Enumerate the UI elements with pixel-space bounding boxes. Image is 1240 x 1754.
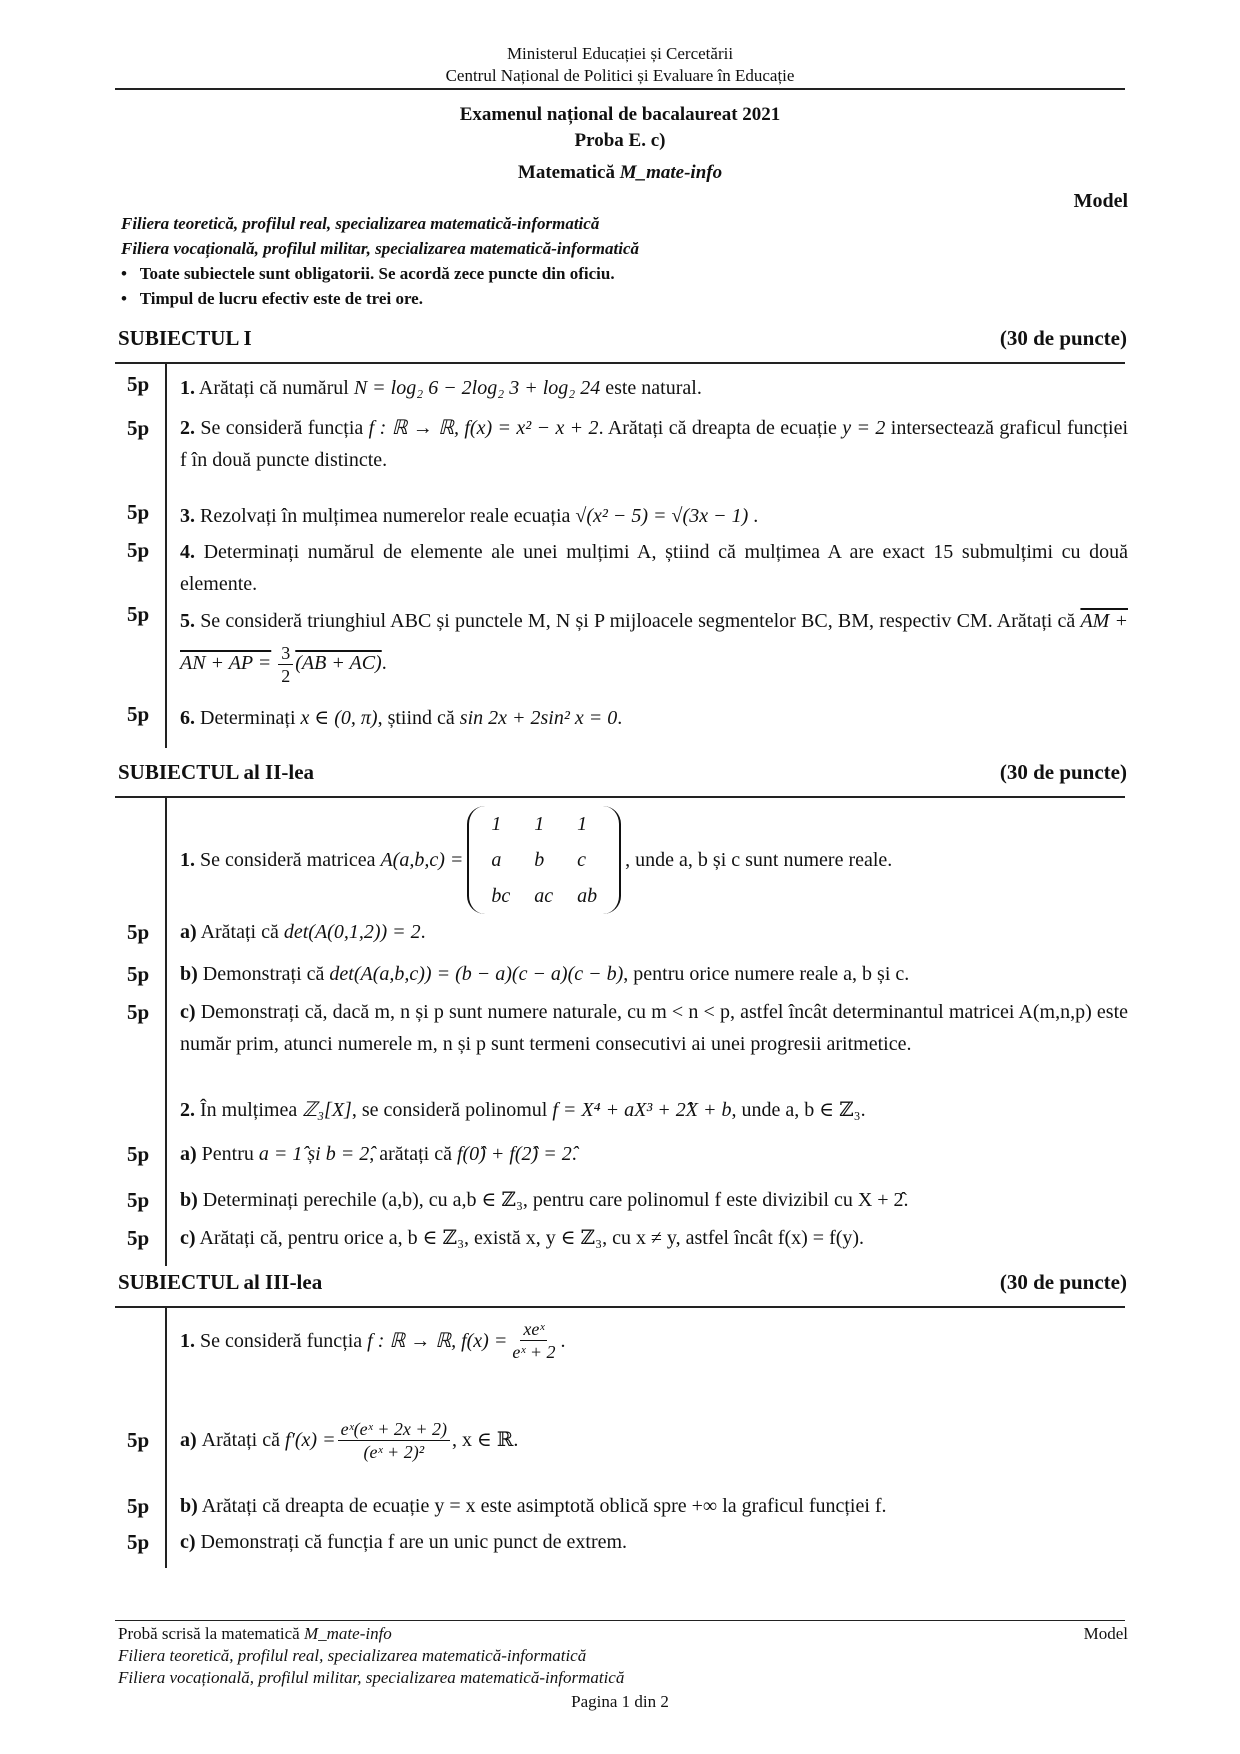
formula: √(x² − 5) = √(3x − 1) [575,505,749,527]
formula: AM + AN + AP = [180,610,1128,675]
section-1-margin-line [165,362,167,748]
exam-title: Examenul național de bacalaureat 2021 [459,104,781,125]
problem-number: 4. [180,541,195,563]
evaluation-center-name: Centrul Național de Politici și Evaluare în Educație [445,66,795,85]
s3-q1-a [180,1404,1128,1476]
subpoint-label: b) [180,1189,198,1211]
points-s1-p1: 5p [127,372,150,396]
formula: f(0̂) + f(2̂) = 2̂ [456,1143,572,1165]
points-s1-p4: 5p [127,538,150,562]
problem-text-mid: . Arătați că dreapta de ecuație [598,417,837,439]
bullet-icon: • [121,289,140,308]
fraction-numerator: xeˣ [520,1318,547,1341]
section-3-points: (30 de puncte) [999,1270,1127,1294]
problem-number: 1. [180,377,195,399]
section-1-title: SUBIECTUL I [118,326,252,350]
fraction-denominator: 2 [281,666,291,686]
formula: y = 2 [842,417,886,439]
points-s1-p2: 5p [127,416,150,440]
s2-q2-a [180,1138,1128,1170]
bullet-2-text: Timpul de lucru efectiv este de trei ore. [139,289,423,308]
model-label: Model [1073,190,1128,212]
fraction-denominator: (eˣ + 2)² [363,1441,425,1462]
s3-q1-c [180,1526,1128,1558]
subpoint-label: c) [180,1001,196,1023]
problem-text-end: , unde a, b și c sunt numere reale. [625,849,893,871]
fraction-numerator: eˣ(eˣ + 2x + 2) [338,1418,450,1441]
subpoint-label: c) [180,1227,196,1249]
problem-text-end: . [420,921,426,943]
s2-q1-statement [180,806,1128,914]
problem-text: Se consideră funcția [200,1329,363,1352]
points-s3-1b: 5p [127,1494,150,1518]
problem-number: 2. [180,417,195,439]
problem-text-mid: , arătați că [369,1143,452,1165]
points-s2-1b: 5p [127,962,150,986]
formula: a = 1̂ și b = 2̂ [258,1143,370,1165]
subject-name: M_mate-info [619,162,723,183]
formula: (AB + AC) [295,652,382,675]
problem-number: 3. [180,505,195,527]
formula: det(A(a,b,c)) = (b − a)(c − a)(c − b) [329,963,624,985]
problem-text: Se consideră funcția [200,417,364,439]
points-s2-2b: 5p [127,1188,150,1212]
subpoint-label: a) [180,921,197,943]
section-2-points: (30 de puncte) [999,760,1127,784]
problem-text-mid: , știind că [377,707,455,729]
s1-problem-5 [180,600,1128,687]
points-s2-2a: 5p [127,1142,150,1166]
points-s1-p3: 5p [127,500,150,524]
instruction-bullet-2 [121,289,423,309]
problem-text: Arătați că numărul [198,377,349,399]
problem-number: 1. [180,1329,195,1352]
footer-line-1 [118,1624,392,1644]
section-3-divider [115,1306,1125,1308]
formula: f : ℝ → ℝ, f(x) = [367,1329,508,1352]
fraction-denominator: eˣ + 2 [512,1342,556,1362]
points-s3-1a: 5p [127,1428,150,1452]
s1-problem-2 [180,412,1128,476]
section-3-margin-line [165,1306,167,1568]
problem-text-end: , pentru orice numere reale a, b și c. [623,963,910,985]
problem-text-end: . [753,505,759,527]
problem-text: Determinați perechile (a,b), cu a,b ∈ ℤ₃, pentru care polinomul f este divizibil cu X + 2̂. [202,1189,909,1211]
section-2-title: SUBIECTUL al II-lea [118,760,315,784]
problem-text-end: . [381,652,387,675]
s2-q1-b [180,958,1128,990]
problem-text: Demonstrați că, dacă m, n și p sunt numere naturale, cu m < n < p, astfel încât determinantul matricei A(m,n,p) este număr prim, atunci numerele m, n și p sunt termeni consecutivi ai unei progresii aritmetice. [180,1001,1129,1055]
problem-text-end: este natural. [605,377,702,399]
points-s2-1c: 5p [127,1000,150,1024]
problem-text: Pentru [201,1143,254,1165]
footer-model: Model [1083,1624,1128,1643]
footer-line-3: Filiera vocațională, profilul militar, specializarea matematică-informatică [118,1668,625,1687]
formula: f = X⁴ + aX³ + 2̂X + b [552,1099,732,1121]
problem-text: Demonstrați că funcția f are un unic punct de extrem. [200,1531,628,1553]
matrix-cell: a [491,849,502,871]
formula: f : ℝ → ℝ, f(x) = x² − x + 2 [368,417,599,439]
problem-text: Arătați că [200,921,279,943]
fraction [509,1318,558,1363]
subpoint-label: a) [180,1143,197,1165]
footer-divider [115,1620,1125,1621]
section-1-points: (30 de puncte) [999,326,1127,350]
formula: det(A(0,1,2)) = 2 [283,921,421,943]
problem-text-end: . [560,1329,566,1352]
matrix-cell: b [534,849,545,871]
footer-subject: M_mate-info [303,1624,392,1643]
subpoint-label: a) [180,1429,197,1451]
filiera-line-2: Filiera vocațională, profilul militar, specializarea matematică-informatică [121,239,640,258]
matrix-cell: 1 [534,813,545,835]
section-3-title: SUBIECTUL al III-lea [118,1270,323,1294]
s1-problem-1 [180,372,1128,404]
subject-prefix: Matematică [517,162,620,183]
problem-text-end: . [617,707,623,729]
s1-problem-6 [180,702,1128,734]
s1-problem-4 [180,536,1128,600]
matrix-cell: 1 [577,813,588,835]
formula: f′(x) = [284,1429,336,1451]
s3-q1-statement [180,1318,1128,1363]
s2-q1-c [180,996,1128,1060]
problem-text-end: , x ∈ ℝ. [452,1429,519,1451]
subpoint-label: b) [180,1495,198,1517]
s2-q1-a [180,916,1128,948]
problem-text: Demonstrați că [202,963,325,985]
ministry-name: Ministerul Educației și Cercetării [506,44,734,63]
problem-number: 1. [180,849,195,871]
fraction-numerator: 3 [278,642,293,665]
points-s1-p6: 5p [127,702,150,726]
formula: sin 2x + 2sin² x = 0 [459,707,618,729]
points-s2-1a: 5p [127,920,150,944]
s3-q1-b [180,1490,1128,1522]
fraction [278,642,293,687]
header-divider [115,88,1125,90]
problem-text-end: , unde a, b ∈ ℤ₃. [731,1099,866,1121]
formula: N = log₂ 6 − 2log₂ 3 + log₂ 24 [353,377,601,399]
problem-text: Se consideră triunghiul ABC și punctele M, N și P mijloacele segmentelor BC, BM, respectiv CM. Arătați că [200,610,1076,632]
matrix-cell: 1 [491,813,502,835]
problem-text: Se consideră matricea [200,849,376,871]
matrix-cell: bc [491,885,511,907]
bullet-1-text: Toate subiectele sunt obligatorii. Se acordă zece puncte din oficiu. [139,264,615,283]
section-2-divider [115,796,1125,798]
exam-subject [0,162,1240,184]
matrix [467,806,621,914]
problem-number: 5. [180,610,195,632]
instruction-bullet-1 [121,264,615,284]
points-s2-2c: 5p [127,1226,150,1250]
page-number: Pagina 1 din 2 [571,1692,669,1711]
problem-text: Arătați că [201,1429,280,1451]
matrix-cell: ac [534,885,554,907]
problem-text: Arătați că dreapta de ecuație y = x este asimptotă oblică spre +∞ la graficul funcției f. [201,1495,887,1517]
matrix-table [479,806,609,914]
section-1-divider [115,362,1125,364]
subpoint-label: c) [180,1531,196,1553]
s2-q2-b [180,1184,1128,1216]
bullet-icon: • [121,264,140,283]
s2-q2-c [180,1222,1128,1254]
matrix-name: A(a,b,c) = [380,849,464,871]
problem-text: Rezolvați în mulțimea numerelor reale ecuația [200,505,571,527]
problem-text-end: intersectează graficul funcției f în două puncte distincte. [180,417,1129,471]
fraction [338,1418,450,1463]
points-s3-1c: 5p [127,1530,150,1554]
matrix-cell: c [577,849,587,871]
problem-number: 2. [180,1099,195,1121]
problem-text: În mulțimea [200,1099,298,1121]
formula: ℤ₃[X] [302,1099,352,1121]
footer-line-2: Filiera teoretică, profilul real, specializarea matematică-informatică [118,1646,587,1665]
problem-text-mid: , se consideră polinomul [351,1099,548,1121]
exam-proba: Proba E. c) [574,130,666,151]
problem-text: Determinați [200,707,296,729]
section-2-margin-line [165,796,167,1266]
problem-number: 6. [180,707,195,729]
filiera-line-1: Filiera teoretică, profilul real, specializarea matematică-informatică [121,214,600,233]
s1-problem-3 [180,500,1128,532]
problem-text-end: . [571,1143,577,1165]
s2-q2-statement [180,1094,1128,1126]
matrix-cell: ab [577,885,598,907]
problem-text: Arătați că, pentru orice a, b ∈ ℤ₃, există x, y ∈ ℤ₃, cu x ≠ y, astfel încât f(x) = f(y). [199,1227,865,1249]
points-s1-p5: 5p [127,602,150,626]
problem-text: Determinați numărul de elemente ale unei mulțimi A, știind că mulțimea A are exact 15 submulțimi cu două elemente. [180,541,1129,595]
subpoint-label: b) [180,963,198,985]
formula: x ∈ (0, π) [300,707,378,729]
footer-prefix: Probă scrisă la matematică [118,1624,304,1643]
